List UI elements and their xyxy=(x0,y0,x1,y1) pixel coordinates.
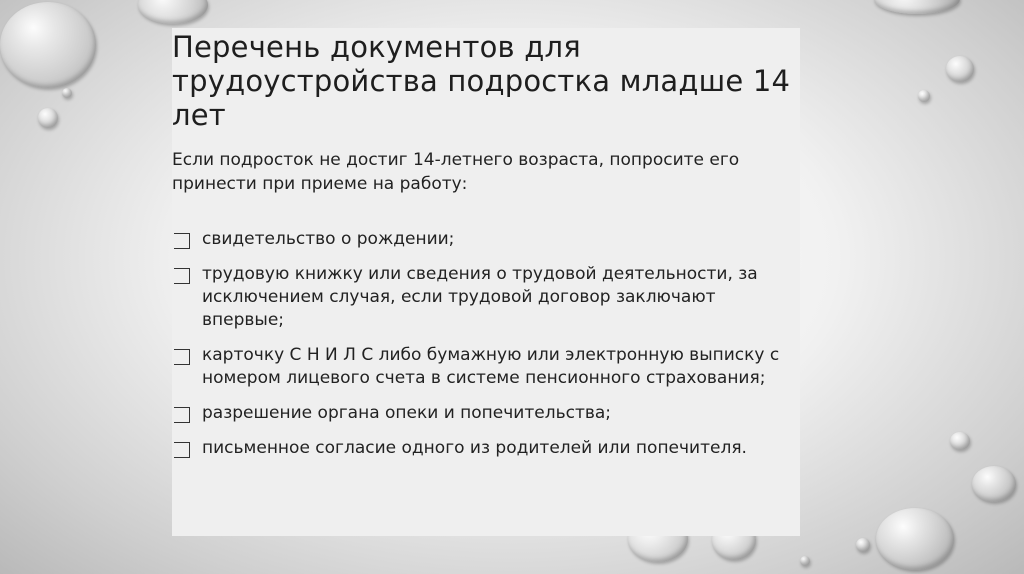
document-list xyxy=(172,228,800,472)
water-drop xyxy=(946,56,974,82)
list-item-text: разрешение органа опеки и попечительства; xyxy=(202,403,612,423)
list-item xyxy=(172,228,800,251)
list-item-text: письменное согласие одного из родителей или попечителя. xyxy=(202,438,747,458)
list-item-text: свидетельство о рождении; xyxy=(202,229,455,249)
checkbox-icon xyxy=(174,442,190,458)
list-item-text: трудовую книжку или сведения о трудовой деятельности, за исключением случая, если трудовой договор заключают впервые; xyxy=(202,264,758,330)
water-drop xyxy=(950,432,970,450)
slide-title: Перечень документов для трудоустройства подростка младше 14 лет xyxy=(172,30,791,132)
water-drop xyxy=(874,0,960,14)
checkbox-icon xyxy=(174,233,190,249)
checkbox-icon xyxy=(174,407,190,423)
water-drop xyxy=(138,0,208,24)
water-drop xyxy=(38,108,58,128)
list-item xyxy=(172,437,800,460)
water-drop xyxy=(800,556,810,566)
intro-text: Если подросток не достиг 14-летнего возраста, попросите его принести при приеме на работу: xyxy=(172,150,740,194)
water-drop xyxy=(972,466,1016,502)
water-drop xyxy=(856,538,870,552)
checkbox-icon xyxy=(174,349,190,365)
water-drop xyxy=(918,90,930,102)
water-drop xyxy=(62,88,72,98)
water-drop xyxy=(876,508,954,570)
water-drop xyxy=(0,2,96,88)
checkbox-icon xyxy=(174,268,190,284)
list-item xyxy=(172,344,800,390)
list-item xyxy=(172,402,800,425)
list-item xyxy=(172,263,800,332)
list-item-text: карточку С Н И Л С либо бумажную или электронную выписку с номером лицевого счета в системе пенсионного страхования; xyxy=(202,345,780,388)
